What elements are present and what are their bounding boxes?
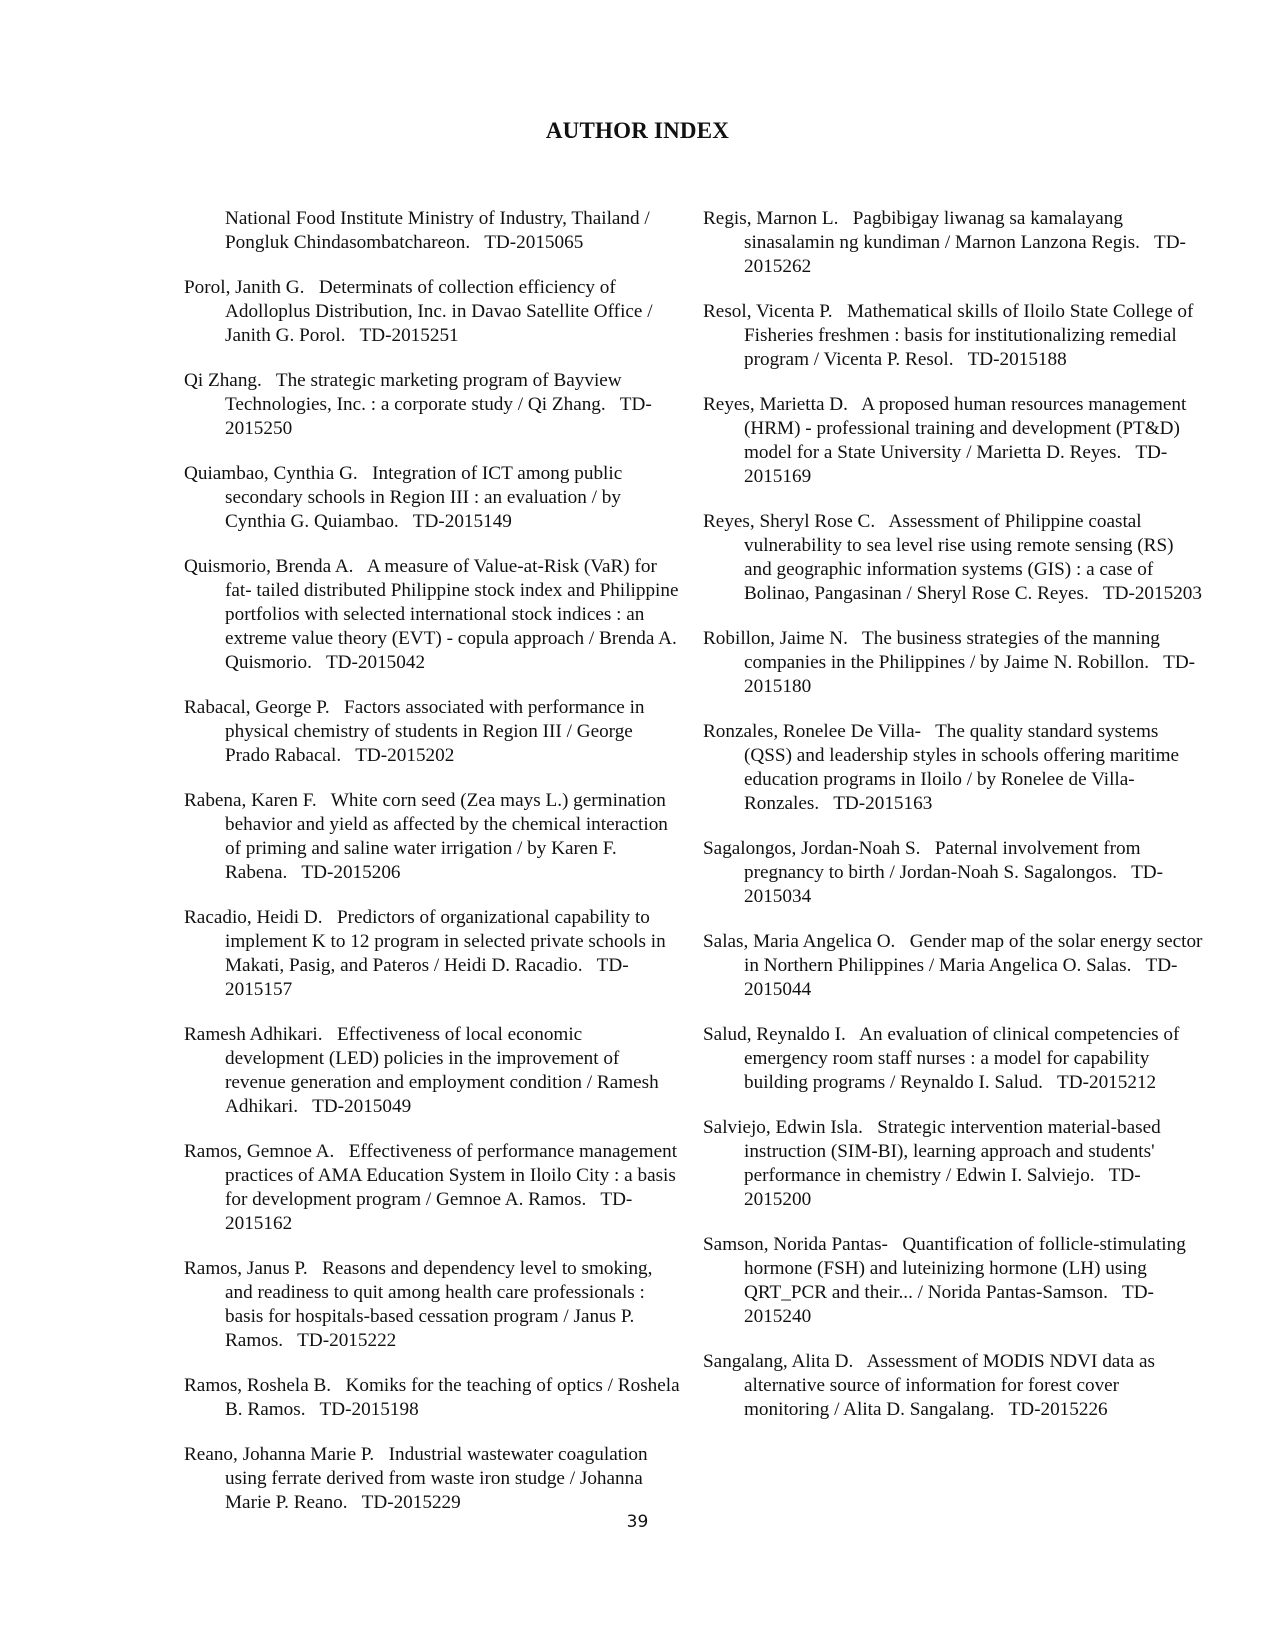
entry-id: TD-2015251 (359, 325, 459, 346)
entry-author: Quismorio, Brenda A. (184, 556, 354, 577)
entry-author: Reyes, Marietta D. (703, 394, 848, 415)
entry-id: TD-2015169 (744, 442, 1168, 487)
entry-author: Salud, Reynaldo I. (703, 1024, 846, 1045)
left-column (184, 207, 682, 1536)
entry-author: Robillon, Jaime N. (703, 628, 848, 649)
entry-title: Komiks for the teaching of optics / Roshela B. Ramos. (225, 1375, 680, 1420)
entry-id: TD-2015200 (744, 1165, 1141, 1210)
entry-author: Resol, Vicenta P. (703, 301, 833, 322)
index-entry (703, 1023, 1203, 1095)
entry-title: Gender map of the solar energy sector in Northern Philippines / Maria Angelica O. Salas. (744, 931, 1203, 976)
entry-title: An evaluation of clinical competencies of emergency room staff nurses : a model for capability building programs / Reynaldo I. Salud. (744, 1024, 1180, 1093)
entry-id: TD-2015034 (744, 862, 1164, 907)
entry-id: TD-2015229 (361, 1492, 461, 1513)
entry-id: TD-2015222 (297, 1330, 397, 1351)
entry-id: TD-2015203 (1102, 583, 1202, 604)
index-entry (703, 1116, 1203, 1212)
entry-title: Assessment of Philippine coastal vulnerability to sea level rise using remote sensing (RS) and geographic information systems (GIS) : a case of Bolinao, Pangasinan / Sheryl Rose C. Reyes. (744, 511, 1174, 604)
entry-author: Quiambao, Cynthia G. (184, 463, 358, 484)
entry-author: Ronzales, Ronelee De Villa- (703, 721, 922, 742)
entry-title: Factors associated with performance in physical chemistry of students in Region III / George Prado Rabacal. (225, 697, 645, 766)
entry-author: Ramesh Adhikari. (184, 1024, 323, 1045)
entry-title: The business strategies of the manning companies in the Philippines / by Jaime N. Robillon. (744, 628, 1160, 673)
entry-title: Pagbibigay liwanag sa kamalayang sinasalamin ng kundiman / Marnon Lanzona Regis. (744, 208, 1140, 253)
index-entry (184, 207, 682, 255)
index-entry (184, 906, 682, 1002)
entry-title: Effectiveness of local economic development (LED) policies in the improvement of revenue generation and employment condition / Ramesh Adhikari. (225, 1024, 659, 1117)
entry-author: Ramos, Roshela B. (184, 1375, 332, 1396)
entry-author: Regis, Marnon L. (703, 208, 839, 229)
entry-author: Rabacal, George P. (184, 697, 330, 718)
entry-title: Industrial wastewater coagulation using ferrate derived from waste iron studge / Johanna Marie P. Reano. (225, 1444, 648, 1513)
entry-author: Ramos, Janus P. (184, 1258, 308, 1279)
entry-title: Determinats of collection efficiency of Adolloplus Distribution, Inc. in Davao Satellite Office / Janith G. Porol. (225, 277, 653, 346)
entry-title: A measure of Value-at-Risk (VaR) for fat- tailed distributed Philippine stock index and Philippine portfolios with selected international stock indices : an extreme value theory (EVT) - copula approach / Brenda A. Quismorio. (225, 556, 679, 673)
entry-author: Reano, Johanna Marie P. (184, 1444, 375, 1465)
entry-title: Paternal involvement from pregnancy to birth / Jordan-Noah S. Sagalongos. (744, 838, 1141, 883)
index-entry (703, 1350, 1203, 1422)
entry-id: TD-2015157 (225, 955, 629, 1000)
entry-title: Quantification of follicle-stimulating hormone (FSH) and luteinizing hormone (LH) using QRT_PCR and their... / Norida Pantas-Samson. (744, 1234, 1186, 1303)
entry-author: Samson, Norida Pantas- (703, 1234, 888, 1255)
entry-title: A proposed human resources management (HRM) - professional training and development (PT&D) model for a State University / Marietta D. Reyes. (744, 394, 1187, 463)
entry-title: Reasons and dependency level to smoking, and readiness to quit among health care professionals : basis for hospitals-based cessation program / Janus P. Ramos. (225, 1258, 653, 1351)
index-entry (184, 1257, 682, 1353)
entry-id: TD-2015262 (744, 232, 1186, 277)
index-entry (703, 510, 1203, 606)
entry-id: TD-2015163 (833, 793, 933, 814)
index-entry (703, 837, 1203, 909)
entry-author: Qi Zhang. (184, 370, 262, 391)
index-entry (184, 462, 682, 534)
entry-id: TD-2015042 (325, 652, 426, 673)
entry-id: TD-2015049 (312, 1096, 412, 1117)
right-column (703, 207, 1203, 1443)
index-entry (703, 930, 1203, 1002)
entry-id: TD-2015206 (301, 862, 401, 883)
entry-author: Rabena, Karen F. (184, 790, 317, 811)
page-number: 39 (626, 1512, 649, 1532)
entry-author: Porol, Janith G. (184, 277, 305, 298)
entry-id: TD-2015180 (744, 652, 1196, 697)
entry-id: TD-2015188 (967, 349, 1067, 370)
index-entry (184, 1140, 682, 1236)
index-entry (184, 1023, 682, 1119)
entry-title: Integration of ICT among public secondary schools in Region III : an evaluation / by Cynthia G. Quiambao. (225, 463, 623, 532)
entry-author: Racadio, Heidi D. (184, 907, 323, 928)
entry-title: National Food Institute Ministry of Industry, Thailand / Pongluk Chindasombatchareon. (225, 208, 650, 253)
index-entry (184, 276, 682, 348)
entry-id: TD-2015044 (744, 955, 1178, 1000)
entry-title: The strategic marketing program of Bayview Technologies, Inc. : a corporate study / Qi Zhang. (225, 370, 622, 415)
entry-id: TD-2015250 (225, 394, 652, 439)
entry-title: Effectiveness of performance management practices of AMA Education System in Iloilo City : a basis for development program / Gemnoe A. Ramos. (225, 1141, 678, 1210)
entry-title: Strategic intervention material-based instruction (SIM-BI), learning approach and students' performance in chemistry / Edwin I. Salviejo. (744, 1117, 1161, 1186)
entry-id: TD-2015202 (355, 745, 455, 766)
entry-author: Sangalang, Alita D. (703, 1351, 854, 1372)
index-entry (184, 1443, 682, 1515)
index-entry (184, 369, 682, 441)
index-entry (703, 720, 1203, 816)
index-entry (703, 393, 1203, 489)
entry-id: TD-2015162 (225, 1189, 633, 1234)
index-entry (184, 789, 682, 885)
entry-author: Ramos, Gemnoe A. (184, 1141, 335, 1162)
entry-title: Mathematical skills of Iloilo State College of Fisheries freshmen : basis for institutionalizing remedial program / Vicenta P. Resol. (744, 301, 1194, 370)
entry-author: Salas, Maria Angelica O. (703, 931, 896, 952)
entry-title: The quality standard systems (QSS) and leadership styles in schools offering maritime education programs in Iloilo / by Ronelee de Villa- Ronzales. (744, 721, 1180, 814)
entry-id: TD-2015212 (1057, 1072, 1157, 1093)
entry-title: White corn seed (Zea mays L.) germination behavior and yield as affected by the chemical interaction of priming and saline water irrigation / by Karen F. Rabena. (225, 790, 668, 883)
entry-id: TD-2015226 (1008, 1399, 1108, 1420)
page-title: AUTHOR INDEX (545, 118, 730, 143)
entry-title: Predictors of organizational capability to implement K to 12 program in selected private schools in Makati, Pasig, and Pateros / Heidi D. Racadio. (225, 907, 666, 976)
index-entry (184, 1374, 682, 1422)
entry-id: TD-2015065 (484, 232, 584, 253)
entry-id: TD-2015240 (744, 1282, 1154, 1327)
index-entry (703, 300, 1203, 372)
entry-author: Sagalongos, Jordan-Noah S. (703, 838, 921, 859)
index-entry (703, 207, 1203, 279)
index-entry (703, 1233, 1203, 1329)
entry-author: Salviejo, Edwin Isla. (703, 1117, 863, 1138)
index-entry (703, 627, 1203, 699)
entry-id: TD-2015149 (412, 511, 512, 532)
index-entry (184, 555, 682, 675)
entry-id: TD-2015198 (319, 1399, 419, 1420)
entry-author: Reyes, Sheryl Rose C. (703, 511, 876, 532)
entry-title: Assessment of MODIS NDVI data as alternative source of information for forest cover monitoring / Alita D. Sangalang. (744, 1351, 1155, 1420)
index-entry (184, 696, 682, 768)
